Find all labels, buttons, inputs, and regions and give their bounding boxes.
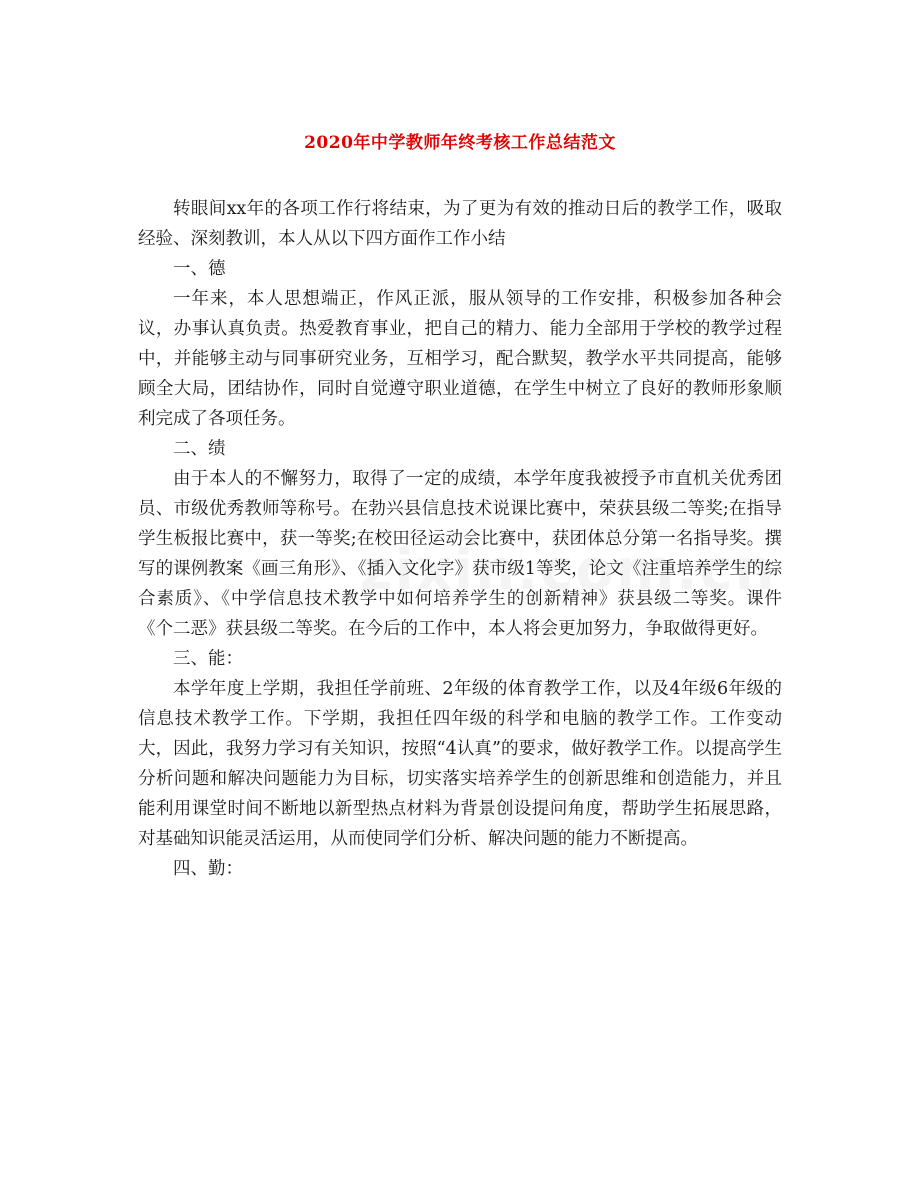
document-title: 2020年中学教师年终考核工作总结范文 (304, 133, 616, 153)
section-paragraph-neng: 本学年度上学期，我担任学前班、2年级的体育教学工作，以及4年级6年级的信息技术教学工作。下学期，我担任四年级的科学和电脑的教学工作。工作变动大，因此，我努力学习有关知识，按照“4认真”的要求，做好教学工作。以提高学生分析问题和解决问题能力为目标，切实落实培养学生的创新思维和创造能力，并且能利用课堂时间不断地以新型热点材料为背景创设提问角度，帮助学生拓展思路，对基础知识能灵活运用，从而使同学们分析、解决问题的能力不断提高。 (138, 679, 782, 849)
section-heading-ji: 二、绩 (173, 439, 226, 459)
document-body (138, 194, 782, 884)
section-heading-de: 一、德 (173, 259, 226, 279)
section-heading-neng: 三、能： (173, 649, 243, 669)
section-heading-qin: 四、勤： (173, 859, 243, 879)
intro-paragraph: 转眼间xx年的各项工作行将结束，为了更为有效的推动日后的教学工作，吸取经验、深刻教训，本人从以下四方面作工作小结 (138, 199, 782, 249)
section-paragraph-de: 一年来，本人思想端正，作风正派，服从领导的工作安排，积极参加各种会议，办事认真负责。热爱教育事业，把自己的精力、能力全部用于学校的教学过程中，并能够主动与同事研究业务，互相学习，配合默契，教学水平共同提高，能够顾全大局，团结协作，同时自觉遵守职业道德，在学生中树立了良好的教师形象顺利完成了各项任务。 (138, 289, 782, 429)
section-paragraph-ji: 由于本人的不懈努力，取得了一定的成绩，本学年度我被授予市直机关优秀团员、市级优秀教师等称号。在勃兴县信息技术说课比赛中，荣获县级二等奖;在指导学生板报比赛中，获一等奖;在校田径运动会比赛中，获团体总分第一名指导奖。撰写的课例教案《画三角形》、《插入文化字》获市级1等奖，论文《注重培养学生的综合素质》、《中学信息技术教学中如何培养学生的创新精神》获县级二等奖。课件《个二恶》获县级二等奖。在今后的工作中，本人将会更加努力，争取做得更好。 (138, 469, 782, 639)
